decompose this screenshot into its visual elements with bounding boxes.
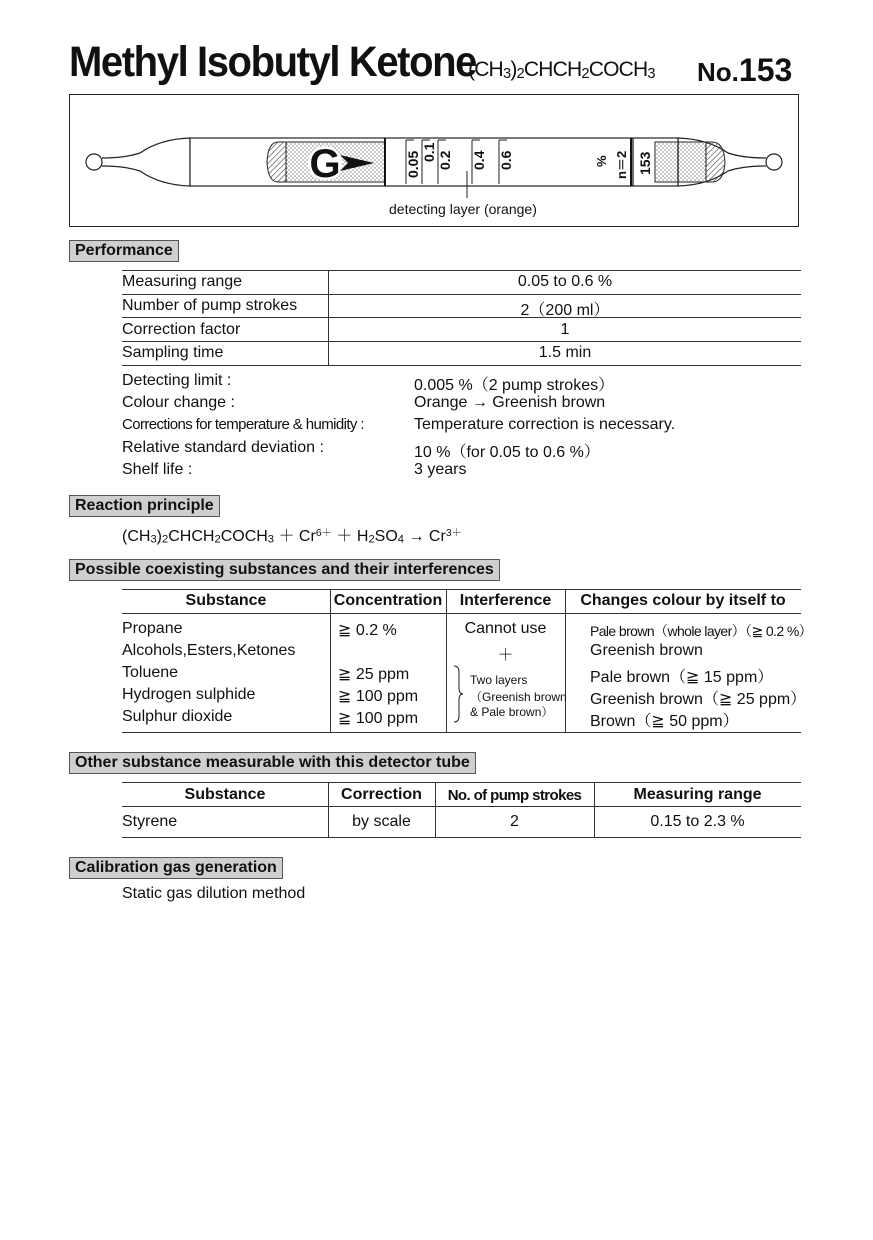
- performance-label: Number of pump strokes: [122, 297, 298, 314]
- substance-cell: Alcohols,Esters,Ketones: [122, 642, 296, 659]
- colour-cell: Pale brown（whole layer）（≧ 0.2 %）: [590, 623, 813, 639]
- product-number: No.153: [697, 52, 793, 88]
- column-header: Concentration: [333, 592, 443, 609]
- performance-value: 1: [560, 321, 570, 338]
- performance-label: Correction factor: [122, 321, 241, 338]
- substance-cell: Toluene: [122, 664, 179, 681]
- tube-left-tip: [86, 154, 102, 170]
- substance-cell: Sulphur dioxide: [122, 708, 233, 725]
- detail-label: Corrections for temperature & humidity :: [122, 416, 364, 433]
- group-note: （Greenish brown: [470, 690, 567, 704]
- substance-cell: Hydrogen sulphide: [122, 686, 256, 703]
- correction-cell: by scale: [352, 813, 411, 830]
- scale-unit: %: [594, 155, 609, 167]
- range-cell: 0.15 to 2.3 %: [650, 813, 745, 830]
- performance-value: 2（200 ml）: [520, 302, 610, 319]
- calibration-method: Static gas dilution method: [122, 885, 306, 902]
- detail-value: 10 %（for 0.05 to 0.6 %）: [414, 444, 600, 461]
- colour-cell: Greenish brown: [590, 642, 703, 659]
- chemical-formula: $(CH_3)_2CHCH_2COCH_3$: [468, 58, 655, 83]
- substance-cell: Propane: [122, 620, 183, 637]
- reaction-heading: Reaction principle: [69, 495, 220, 517]
- performance-label: Measuring range: [122, 273, 243, 290]
- column-header: Changes colour by itself to: [580, 592, 786, 609]
- detail-value: Temperature correction is necessary.: [414, 416, 676, 433]
- performance-heading: Performance: [69, 240, 179, 262]
- scale-label: 0.2: [437, 150, 453, 170]
- column-header: Correction: [341, 786, 422, 803]
- scale-label: 0.1: [421, 142, 437, 162]
- gastec-logo: G: [309, 142, 341, 186]
- other-substance-heading: Other substance measurable with this detector tube: [69, 752, 476, 774]
- detail-label: Shelf life :: [122, 461, 193, 478]
- group-note: Two layers: [470, 673, 528, 687]
- colour-cell: Brown（≧ 50 ppm）: [590, 713, 739, 730]
- column-header: Substance: [184, 786, 266, 803]
- scale-label: 0.4: [471, 150, 487, 170]
- scale-label: 0.05: [405, 150, 421, 178]
- colour-cell: Greenish brown（≧ 25 ppm）: [590, 691, 807, 708]
- page-title: Methyl Isobutyl Ketone: [69, 38, 477, 86]
- concentration-cell: ≧ 0.2 %: [338, 622, 397, 639]
- column-header: No. of pump strokes: [447, 787, 582, 804]
- scale-label: 0.6: [498, 150, 514, 170]
- calibration-heading: Calibration gas generation: [69, 857, 283, 879]
- tube-strokes: n＝2: [614, 150, 629, 179]
- detail-value: Orange → Greenish brown: [414, 394, 606, 411]
- group-note: & Pale brown）: [470, 705, 554, 719]
- detail-label: Relative standard deviation :: [122, 439, 324, 456]
- interferences-heading: Possible coexisting substances and their interferences: [69, 559, 500, 581]
- performance-value: 1.5 min: [538, 344, 592, 361]
- column-header: Measuring range: [633, 786, 762, 803]
- colour-cell: Pale brown（≧ 15 ppm）: [590, 669, 774, 686]
- concentration-cell: ≧ 100 ppm: [338, 710, 419, 727]
- performance-label: Sampling time: [122, 344, 224, 361]
- detail-value: 3 years: [414, 461, 467, 478]
- interference-cell: Cannot use: [464, 620, 547, 637]
- substance-cell: Styrene: [122, 813, 178, 830]
- tube-code: 153: [637, 151, 653, 175]
- group-brace-icon: [451, 664, 465, 724]
- concentration-cell: ≧ 100 ppm: [338, 688, 419, 705]
- interference-cell: ＋: [497, 647, 514, 664]
- concentration-cell: ≧ 25 ppm: [338, 666, 410, 683]
- tube-right-tip: [766, 154, 782, 170]
- performance-value: 0.05 to 0.6 %: [517, 273, 613, 290]
- column-header: Interference: [459, 592, 552, 609]
- strokes-cell: 2: [510, 813, 519, 830]
- detail-value: 0.005 %（2 pump strokes）: [414, 377, 615, 394]
- reaction-equation: $(CH_3)_2CHCH_2COCH_3 + Cr^{6+} + H_2SO_4 \to Cr^{3+}$: [122, 527, 462, 546]
- detail-label: Colour change :: [122, 394, 235, 411]
- tube-caption: detecting layer (orange): [389, 201, 537, 217]
- detail-label: Detecting limit :: [122, 372, 232, 389]
- column-header: Substance: [185, 592, 267, 609]
